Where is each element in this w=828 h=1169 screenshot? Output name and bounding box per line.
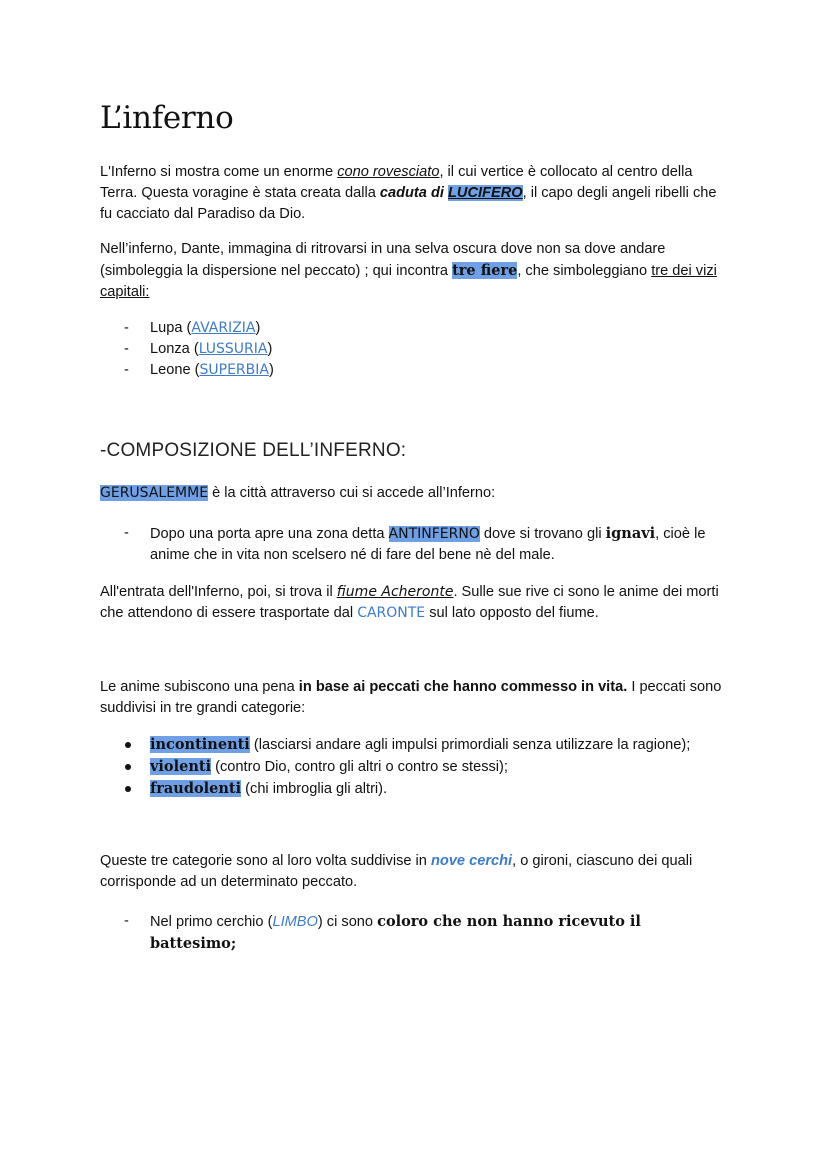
list-item: - Lonza (LUSSURIA) — [124, 341, 273, 357]
antinferno-highlight: ANTINFERNO — [388, 526, 480, 542]
pena-paragraph: Le anime subiscono una pena in base ai peccati che hanno commesso in vita. I peccati sono suddivisi in tre grandi categorie: — [100, 679, 722, 716]
superbia-link[interactable]: SUPERBIA — [199, 362, 269, 378]
limbo-list — [100, 911, 730, 955]
nove-cerchi-text: nove cerchi — [430, 853, 513, 869]
antinferno-list — [100, 523, 730, 566]
acheronte-paragraph: All'entrata dell'Inferno, poi, si trova il fiume Acheronte. Sulle sue rive ci sono le anime dei morti che attendono di essere trasportate dal CARONTE sul lato opposto del fiume. — [100, 584, 719, 621]
cono-rovesciato-text: cono rovesciato — [337, 164, 440, 180]
battesimo-bold-text: coloro che non hanno ricevuto il battesimo; — [150, 913, 641, 952]
categories-list — [100, 734, 730, 800]
list-item: - Lupa (AVARIZIA) — [124, 320, 261, 336]
intro-text-2: , il cui vertice è collocato al centro della Terra. Questa voragine è stata creata dalla — [100, 164, 693, 201]
list-item: violenti (contro Dio, contro gli altri o contro se stessi); — [100, 756, 730, 778]
section-heading: -COMPOSIZIONE DELL’INFERNO: — [100, 440, 407, 461]
fraudolenti-highlight: fraudolenti — [150, 780, 242, 797]
dante-text-2: , che simboleggiano — [517, 263, 652, 279]
intro-text-1: L'Inferno si mostra come un enorme — [100, 164, 338, 180]
intro-paragraph — [100, 162, 730, 225]
cerchi-paragraph: Queste tre categorie sono al loro volta suddivise in nove cerchi, o gironi, ciascuno dei quali corrisponde ad un determinato peccato. — [100, 853, 693, 890]
incontinenti-highlight: incontinenti — [150, 736, 250, 753]
list-item: fraudolenti (chi imbroglia gli altri). — [100, 778, 730, 800]
gerusalemme-paragraph — [100, 483, 730, 504]
gerusalemme-text: è la città attraverso cui si accede all’Inferno: — [208, 485, 496, 501]
violenti-highlight: violenti — [150, 758, 212, 775]
bullet-icon — [125, 764, 131, 770]
tre-fiere-highlight: tre fiere — [452, 262, 518, 279]
list-item: incontinenti (lasciarsi andare agli impulsi primordiali senza utilizzare la ragione); — [100, 734, 730, 756]
limbo-text: LIMBO — [272, 914, 318, 930]
lussuria-link[interactable]: LUSSURIA — [198, 341, 268, 357]
ignavi-text: ignavi — [605, 525, 656, 542]
gerusalemme-highlight: GERUSALEMME — [100, 485, 209, 501]
list-item: - Dopo una porta apre una zona detta ANTINFERNO dove si trovano gli ignavi, cioè le anime che in vita non scelsero né di fare del bene nè del male. — [124, 525, 706, 563]
avarizia-link[interactable]: AVARIZIA — [191, 320, 256, 336]
caronte-text: CARONTE — [357, 605, 426, 621]
vizi-capitali-text: tre dei vizi capitali: — [100, 263, 717, 300]
list-item: - Leone (SUPERBIA) — [124, 362, 274, 378]
pena-bold-text: in base ai peccati che hanno commesso in vita. — [298, 679, 628, 695]
bullet-icon — [125, 786, 131, 792]
list-item: - Nel primo cerchio (LIMBO) ci sono coloro che non hanno ricevuto il battesimo; — [124, 913, 641, 952]
fiume-acheronte-text: fiume Acheronte — [336, 584, 454, 600]
lucifero-highlight: LUCIFERO — [448, 185, 523, 201]
intro-text-3: , il capo degli angeli ribelli che fu cacciato dal Paradiso da Dio. — [100, 185, 717, 222]
dante-paragraph — [100, 239, 730, 303]
dante-text-1: Nell’inferno, Dante, immagina di ritrovarsi in una selva oscura dove non sa dove andare (simboleggia la dispersione nel peccato) ; qui incontra — [100, 241, 666, 279]
caduta-text: caduta di — [379, 185, 448, 201]
bullet-icon — [125, 742, 131, 748]
page-title: L’inferno — [100, 100, 234, 136]
beasts-list — [100, 318, 730, 381]
